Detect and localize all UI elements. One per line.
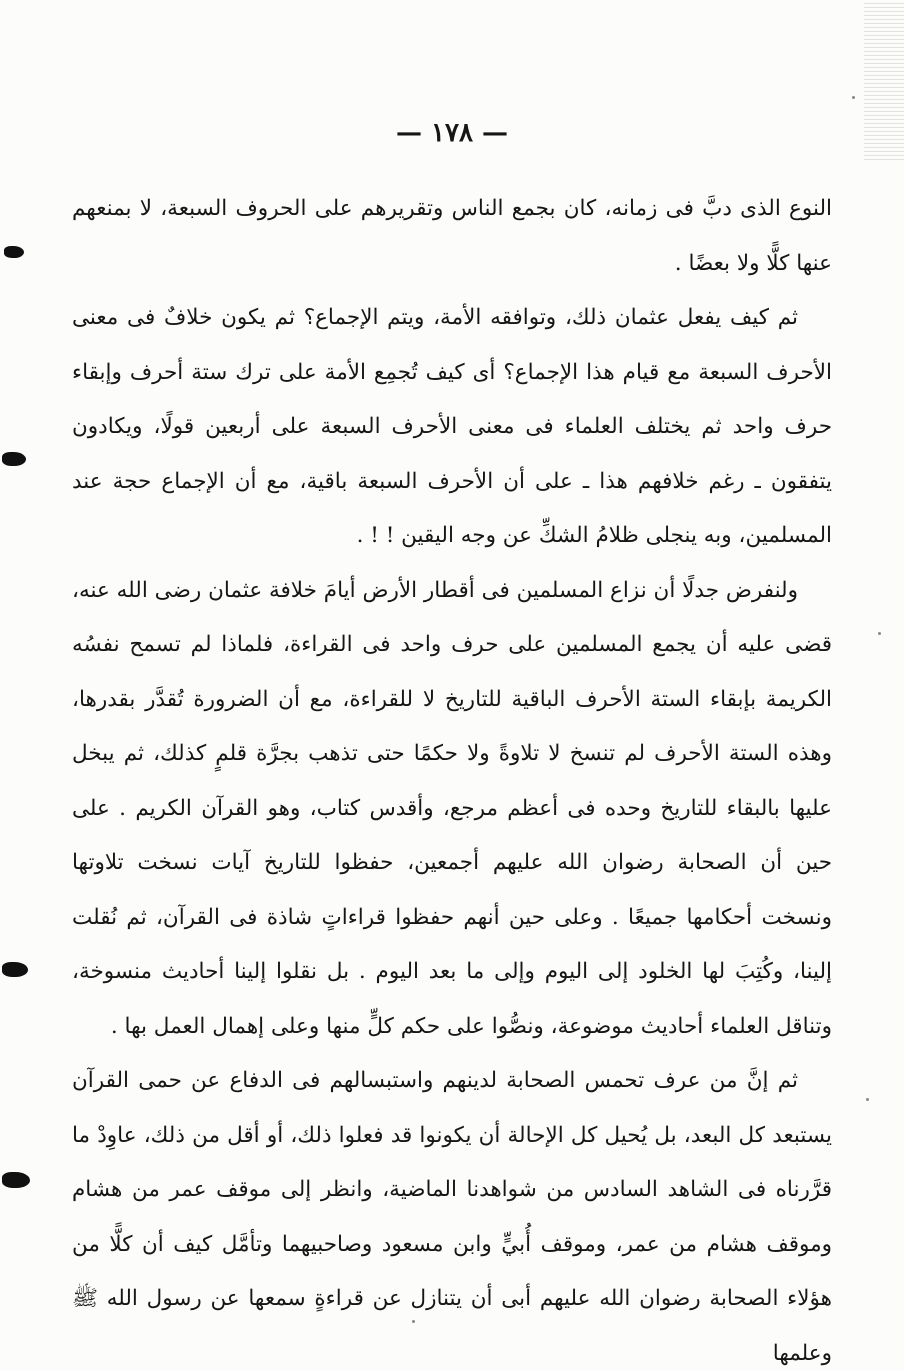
scan-speck [878, 632, 881, 635]
margin-ink-mark [4, 246, 24, 258]
margin-ink-mark [2, 962, 28, 977]
scan-speck [852, 96, 855, 99]
scan-speck [866, 1098, 869, 1101]
paragraph-1: النوع الذى دبَّ فى زمانه، كان بجمع الناس وتقريرهم على الحروف السبعة، لا بمنعهم عنها كلًّا ولا بعضًا . [72, 196, 832, 276]
scan-speck [412, 1320, 415, 1323]
paragraph-3: ولنفرض جدلًا أن نزاع المسلمين فى أقطار الأرض أيامَ خلافة عثمان رضى الله عنه، قضى عليه أن يجمع المسلمين على حرف واحد فى القراءة، فلماذا لم تسمح نفسُه الكريمة بإبقاء الستة الأحرف الباقية للتاريخ لا للقراءة، مع أن الضرورة تُقدَّر بقدرها، وهذه الستة الأحرف لم تنسخ لا تلاوةً ولا حكمًا حتى تذهب بجرَّة قلمٍ كذلك، ثم يبخل عليها بالبقاء للتاريخ وحده فى أعظم مرجع، وأقدس كتاب، وهو القرآن الكريم . على حين أن الصحابة رضوان الله عليهم أجمعين، حفظوا للتاريخ آيات نسخت تلاوتها ونسخت أحكامها جميعًا . وعلى حين أنهم حفظوا قراءاتٍ شاذة فى القرآن، ثم نُقلت إلينا، وكُتِبَ لها الخلود إلى اليوم وإلى ما بعد اليوم . بل نقلوا إلينا أحاديث منسوخة، وتناقل العلماء أحاديث موضوعة، ونصُّوا على حكم كلٍّ منها وعلى إهمال العمل بها . [72, 577, 832, 1039]
paragraph-4: ثم إنَّ من عرف تحمس الصحابة لدينهم واستبسالهم فى الدفاع عن حمى القرآن يستبعد كل البعد، بل يُحيل كل الإحالة أن يكونوا قد فعلوا ذلك، أو أقل من ذلك، عاوِدْ ما قرَّرناه فى الشاهد السادس من شواهدنا الماضية، وانظر إلى موقف عمر من هشام وموقف هشام من عمر، وموقف أُبيٍّ وابن مسعود وصاحبيهما وتأمَّل كيف أن كلًّا من هؤلاء الصحابة رضوان الله عليهم أبى أن يتنازل عن قراءةٍ سمعها عن رسول الله ﷺ وعلمها [72, 1068, 832, 1366]
page-number: — ١٧٨ — [395, 118, 509, 148]
margin-ink-mark [2, 452, 26, 466]
page-body [72, 182, 832, 1371]
margin-ink-mark [2, 1172, 30, 1188]
paragraph-2: ثم كيف يفعل عثمان ذلك، وتوافقه الأمة، ويتم الإجماع؟ ثم يكون خلافٌ فى معنى الأحرف السبعة مع قيام هذا الإجماع؟ أى كيف تُجمِع الأمة على ترك ستة أحرف وإبقاء حرف واحد ثم يختلف العلماء فى معنى الأحرف السبعة على أربعين قولًا، ويكادون يتفقون ـ رغم خلافهم هذا ـ على أن الأحرف السبعة باقية، مع أن الإجماع حجة عند المسلمين، وبه ينجلى ظلامُ الشكِّ عن وجه اليقين ! ! . [72, 305, 832, 548]
